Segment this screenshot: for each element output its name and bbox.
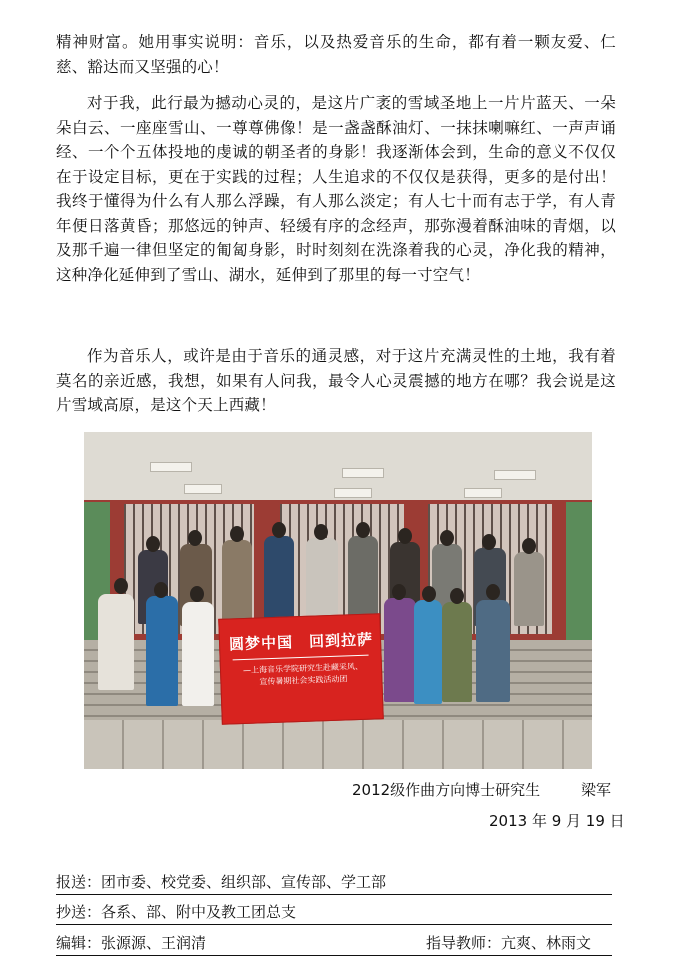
person-head (440, 530, 454, 546)
group-photo (84, 432, 592, 769)
signature-author-name: 梁军 (581, 781, 612, 799)
person-head (486, 584, 500, 600)
ceiling-lamp (150, 462, 192, 472)
banner-subtitle-line-1: —上海音乐学院研究生赴藏采风、 (242, 661, 364, 676)
person-head (356, 522, 370, 538)
person (306, 538, 338, 622)
footer-advisors: 指导教师：亢爽、林雨文 (426, 934, 592, 952)
person-head (114, 578, 128, 594)
person-head (450, 588, 464, 604)
ceiling-lamp (342, 468, 384, 478)
person-head (422, 586, 436, 602)
person (514, 552, 544, 626)
red-banner (218, 613, 384, 725)
photo-ground (84, 720, 592, 769)
paragraph-2: 对于我，此行最为撼动心灵的，是这片广袤的雪域圣地上一片片蓝天、一朵朵白云、一座座雪山、一尊尊佛像！是一盏盏酥油灯、一抹抹喇嘛红、一声声诵经、一个个五体投地的虔诚的朝圣者的身影！我逐渐体会到，生命的意义不仅仅在于设定目标，更在于实践的过程；人生追求的不仅仅是获得，更多的是付出！我终于懂得为什么有人那么浮躁，有人那么淡定；有人七十而有志于学，有人青年便日落黄昏；那悠远的钟声、轻缓有序的念经声，那弥漫着酥油味的青烟，以及那千遍一律但坚定的匍匐身影，时时刻刻在洗涤着我的心灵，净化我的精神，这种净化延伸到了雪山、湖水，延伸到了那里的每一寸空气！ (56, 94, 616, 284)
signature-author-title: 2012级作曲方向博士研究生 (352, 781, 541, 799)
banner-subtitle-line-2: 宣传暑期社会实践活动团 (259, 674, 348, 687)
ceiling-lamp (334, 488, 372, 498)
person-head (230, 526, 244, 542)
signature-date: 2013 年 9 月 19 日 (489, 812, 625, 830)
person-head (482, 534, 496, 550)
ceiling-lamp (464, 488, 502, 498)
person (264, 536, 294, 622)
photo-green-panel (566, 502, 592, 642)
person (222, 540, 252, 624)
person-head (190, 586, 204, 602)
banner-title: 圆梦中国 回到拉萨 (228, 630, 374, 654)
paragraph-3: 作为音乐人，或许是由于音乐的通灵感，对于这片充满灵性的土地，我有着莫名的亲近感，我想，如果有人问我，最令人心灵震撼的地方在哪？我会说是这片雪域高原，是这个天上西藏！ (56, 347, 616, 414)
footer-editors-row (56, 933, 612, 956)
footer-editors: 编辑：张源源、王润清 (56, 934, 207, 952)
person-head (188, 530, 202, 546)
footer-copy-to: 抄送：各系、部、附中及教工团总支 (56, 903, 297, 921)
person (384, 598, 416, 702)
footer-send-to-row (56, 872, 612, 895)
person-head (154, 582, 168, 598)
ceiling-lamp (184, 484, 222, 494)
person-head (146, 536, 160, 552)
ceiling-lamp (494, 470, 536, 480)
paragraph-1: 精神财富。她用事实说明：音乐，以及热爱音乐的生命，都有着一颗友爱、仁慈、豁达而又坚强的心！ (56, 33, 616, 76)
person-head (314, 524, 328, 540)
person (182, 602, 214, 706)
person-head (392, 584, 406, 600)
footer-send-to: 报送：团市委、校党委、组织部、宣传部、学工部 (56, 873, 387, 891)
person (414, 600, 442, 704)
person-head (272, 522, 286, 538)
banner-divider (233, 655, 369, 661)
person (348, 536, 378, 622)
person (442, 602, 472, 702)
person-head (398, 528, 412, 544)
person (146, 596, 178, 706)
person (98, 594, 134, 690)
person (476, 600, 510, 702)
footer-copy-to-row (56, 902, 612, 925)
person-head (522, 538, 536, 554)
